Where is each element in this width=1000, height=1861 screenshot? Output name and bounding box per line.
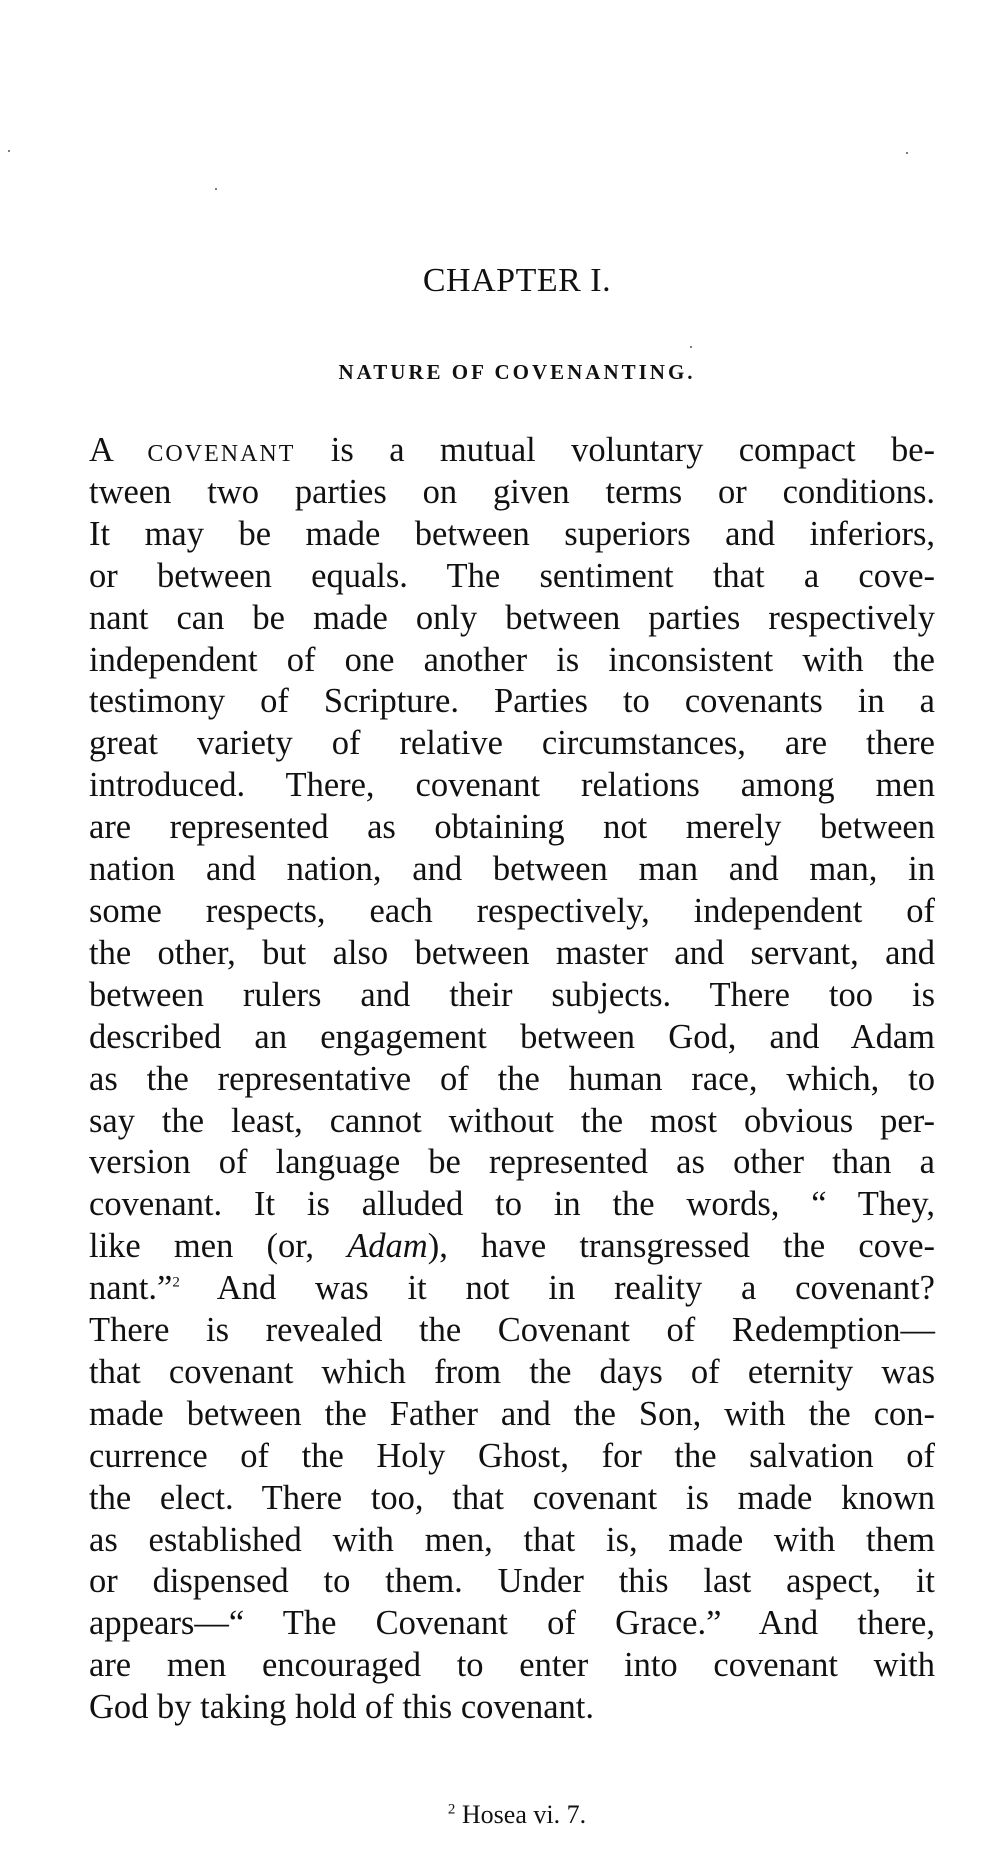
- text-line: [89, 1268, 935, 1310]
- text-line: or between equals. The sentiment that a cove-: [89, 556, 935, 595]
- text-line: great variety of relative circumstances, are there: [89, 724, 935, 763]
- text-line: made between the Father and the Son, with the con-: [89, 1394, 935, 1433]
- opening-word: A: [89, 431, 113, 469]
- scan-speck: [690, 346, 692, 348]
- line-text: like men (or,: [89, 1227, 314, 1266]
- scan-speck: [215, 188, 217, 190]
- chapter-title: CHAPTER I.: [422, 262, 612, 299]
- text-line: [89, 430, 935, 472]
- text-line: some respects, each respectively, independent of: [89, 891, 935, 930]
- text-line: covenant. It is alluded to in the words, “ They,: [89, 1185, 935, 1224]
- text-line: [89, 1226, 935, 1268]
- line-text: is a mutual voluntary compact be-: [330, 431, 936, 469]
- footnote-mark: 2: [447, 1801, 456, 1818]
- text-line: independent of one another is inconsistent with the: [89, 640, 935, 679]
- text-line: are represented as obtaining not merely between: [89, 808, 935, 847]
- line-text: ), have transgressed the cove-: [427, 1227, 936, 1266]
- text-line: are men encouraged to enter into covenant with: [89, 1646, 935, 1685]
- footnote-reference: 2: [172, 1274, 180, 1291]
- text-line: the elect. There too, that covenant is made known: [89, 1478, 935, 1517]
- footnote-text: Hosea vi. 7.: [461, 1800, 587, 1829]
- line-text: nant.”: [89, 1269, 173, 1308]
- text-line: appears—“ The Covenant of Grace.” And there,: [89, 1604, 935, 1643]
- text-line: There is revealed the Covenant of Redemption—: [89, 1311, 935, 1350]
- line-text: And was it not in reality a covenant?: [216, 1269, 935, 1308]
- text-line: tween two parties on given terms or conditions.: [89, 472, 935, 511]
- text-line: between rulers and their subjects. There too is: [89, 975, 935, 1014]
- text-line: or dispensed to them. Under this last aspect, it: [89, 1562, 935, 1601]
- text-line: the other, but also between master and servant, and: [89, 933, 935, 972]
- text-line: currence of the Holy Ghost, for the salvation of: [89, 1436, 935, 1475]
- text-line: God by taking hold of this covenant.: [89, 1688, 594, 1727]
- text-line: as established with men, that is, made with them: [89, 1520, 935, 1559]
- text-line: described an engagement between God, and Adam: [89, 1017, 935, 1056]
- text-line: nation and nation, and between man and man, in: [89, 850, 935, 889]
- text-line: nant can be made only between parties respectively: [89, 598, 935, 637]
- text-line: say the least, cannot without the most obvious per-: [89, 1101, 935, 1140]
- text-line: testimony of Scripture. Parties to covenants in a: [89, 682, 935, 721]
- italic-adam: Adam: [347, 1227, 428, 1266]
- text-line: version of language be represented as other than a: [89, 1143, 935, 1182]
- scan-speck: [906, 152, 908, 154]
- scan-speck: [8, 150, 10, 152]
- text-line: It may be made between superiors and inferiors,: [89, 514, 935, 553]
- footnote: [0, 1800, 1000, 1830]
- section-title: NATURE OF COVENANTING.: [338, 360, 696, 384]
- opening-smallcaps: covenant: [147, 431, 296, 469]
- body-paragraph: [89, 430, 935, 1729]
- text-line: as the representative of the human race, which, to: [89, 1059, 935, 1098]
- text-line: introduced. There, covenant relations among men: [89, 766, 935, 805]
- text-line: that covenant which from the days of eternity was: [89, 1352, 935, 1391]
